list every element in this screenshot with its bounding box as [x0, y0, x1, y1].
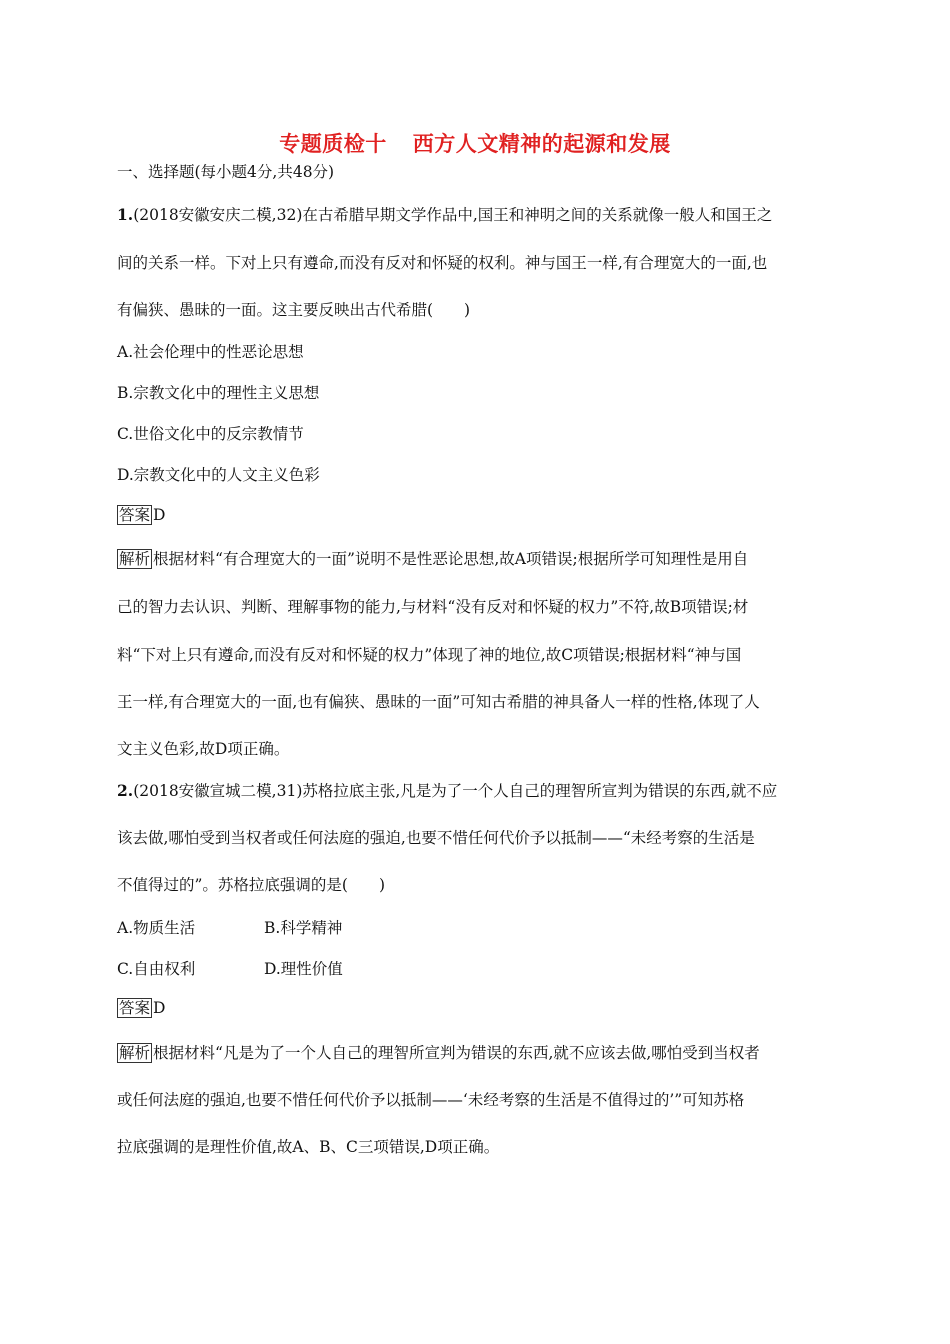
q2-option-b: B.科学精神 — [264, 919, 343, 937]
q2-analysis-line-3: 拉底强调的是理性价值,故A、B、C三项错误,D项正确。 — [117, 1138, 500, 1156]
section-header: 一、选择题(每小题4分,共48分) — [117, 163, 335, 181]
q1-analysis-line-1: 解析 根据材料“有合理宽大的一面”说明不是性恶论思想,故A项错误;根据所学可知理性是用自 — [119, 550, 749, 568]
q1-option-a: A.社会伦理中的性恶论思想 — [117, 343, 304, 361]
title-part2: 西方人文精神的起源和发展 — [412, 132, 671, 156]
q2-option-c: C.自由权利 — [117, 960, 196, 978]
q2-number: 2. — [117, 781, 134, 800]
q1-analysis-line-5: 文主义色彩,故D项正确。 — [117, 740, 290, 758]
q2-option-a: A.物质生活 — [117, 919, 196, 937]
q1-option-d: D.宗教文化中的人文主义色彩 — [117, 466, 320, 484]
title-part1: 专题质检十 — [279, 132, 387, 156]
q2-stem-line-2: 该去做,哪怕受到当权者或任何法庭的强迫,也要不惜任何代价予以抵制——“未经考察的生活是 — [117, 829, 755, 847]
q1-option-b: B.宗教文化中的理性主义思想 — [117, 384, 320, 402]
q1-answer — [117, 505, 165, 525]
page-title — [0, 128, 950, 158]
q2-stem-line-3: 不值得过的”。苏格拉底强调的是( ) — [117, 876, 386, 894]
q1-answer-value: D — [153, 506, 166, 524]
q2-option-d: D.理性价值 — [264, 960, 343, 978]
analysis-tag: 解析 — [119, 550, 151, 568]
q2-analysis-line-2: 或任何法庭的强迫,也要不惜任何代价予以抵制——‘未经考察的生活是不值得过的’”可知苏格 — [117, 1091, 745, 1109]
q1-analysis-line-4: 王一样,有合理宽大的一面,也有偏狭、愚昧的一面”可知古希腊的神具备人一样的性格,体现了人 — [117, 693, 760, 711]
q1-stem-line-3: 有偏狭、愚昧的一面。这主要反映出古代希腊( ) — [117, 301, 471, 319]
answer-tag: 答案 — [119, 999, 151, 1017]
q2-answer — [117, 998, 165, 1018]
q2-answer-value: D — [153, 999, 166, 1017]
analysis-tag: 解析 — [119, 1044, 151, 1062]
q1-option-c: C.世俗文化中的反宗教情节 — [117, 425, 304, 443]
q1-stem-line-1: 1.(2018安徽安庆二模,32)在古希腊早期文学作品中,国王和神明之间的关系就像一般人和国王之 — [117, 205, 773, 224]
q1-analysis-line-2: 己的智力去认识、判断、理解事物的能力,与材料“没有反对和怀疑的权力”不符,故B项错误;材 — [117, 598, 749, 616]
answer-tag: 答案 — [119, 506, 151, 524]
q1-stem-line-2: 间的关系一样。下对上只有遵命,而没有反对和怀疑的权利。神与国王一样,有合理宽大的一面,也 — [117, 254, 768, 272]
q1-number: 1. — [117, 205, 134, 224]
q1-analysis-line-3: 料“下对上只有遵命,而没有反对和怀疑的权力”体现了神的地位,故C项错误;根据材料“神与国 — [117, 646, 742, 664]
q2-analysis-line-1: 解析 根据材料“凡是为了一个人自己的理智所宣判为错误的东西,就不应该去做,哪怕受到当权者 — [119, 1044, 760, 1062]
q2-stem-line-1: 2.(2018安徽宣城二模,31)苏格拉底主张,凡是为了一个人自己的理智所宣判为错误的东西,就不应 — [117, 781, 778, 800]
